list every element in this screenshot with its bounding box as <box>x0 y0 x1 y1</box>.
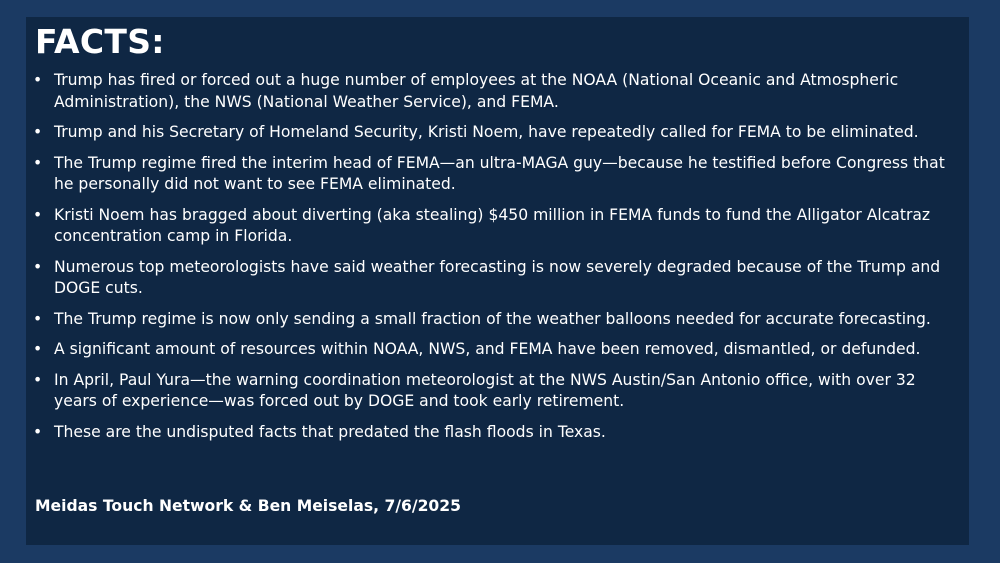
bullet-icon: • <box>33 123 43 141</box>
fact-text: Kristi Noem has bragged about diverting (aka stealing) $450 million in FEMA funds to fund the Alligator Alcatraz concentration camp in Florida. <box>54 205 931 245</box>
bullet-icon: • <box>33 370 43 389</box>
bullet-icon: • <box>33 205 43 224</box>
fact-item <box>26 339 951 361</box>
fact-text: Trump has fired or forced out a huge number of employees at the NOAA (National Oceanic and Atmospheric Administration), the NWS (National Weather Service), and FEMA. <box>54 71 899 111</box>
fact-text: A significant amount of resources within NOAA, NWS, and FEMA have been removed, dismantled, or defunded. <box>54 340 921 358</box>
bullet-icon: • <box>33 71 43 89</box>
fact-item <box>26 370 951 413</box>
fact-item <box>26 122 951 144</box>
bullet-icon: • <box>33 309 43 328</box>
fact-text: These are the undisputed facts that predated the flash floods in Texas. <box>54 422 606 441</box>
attribution-text: Meidas Touch Network & Ben Meiselas, 7/6/2025 <box>35 497 461 515</box>
fact-item <box>26 153 951 196</box>
fact-text: In April, Paul Yura—the warning coordination meteorologist at the NWS Austin/San Antonio office, with over 32 years of experience—was forced out by DOGE and took early retirement. <box>54 370 916 410</box>
fact-item <box>26 205 951 248</box>
fact-text: Trump and his Secretary of Homeland Security, Kristi Noem, have repeatedly called for FEMA to be eliminated. <box>54 123 919 141</box>
fact-text: Numerous top meteorologists have said weather forecasting is now severely degraded because of the Trump and DOGE cuts. <box>54 257 941 297</box>
fact-item <box>26 70 951 113</box>
fact-text: The Trump regime is now only sending a small fraction of the weather balloons needed for accurate forecasting. <box>54 309 931 328</box>
slide-title: FACTS: <box>35 22 165 61</box>
fact-item <box>26 422 951 444</box>
fact-item <box>26 309 951 331</box>
bullet-icon: • <box>33 257 43 276</box>
fact-item <box>26 257 951 300</box>
fact-text: The Trump regime fired the interim head of FEMA—an ultra-MAGA guy—because he testified before Congress that he personally did not want to see FEMA eliminated. <box>54 153 945 193</box>
bullet-icon: • <box>33 340 43 358</box>
facts-panel <box>26 17 969 545</box>
bullet-icon: • <box>33 153 43 172</box>
bullet-icon: • <box>33 422 43 441</box>
facts-list <box>26 70 951 452</box>
